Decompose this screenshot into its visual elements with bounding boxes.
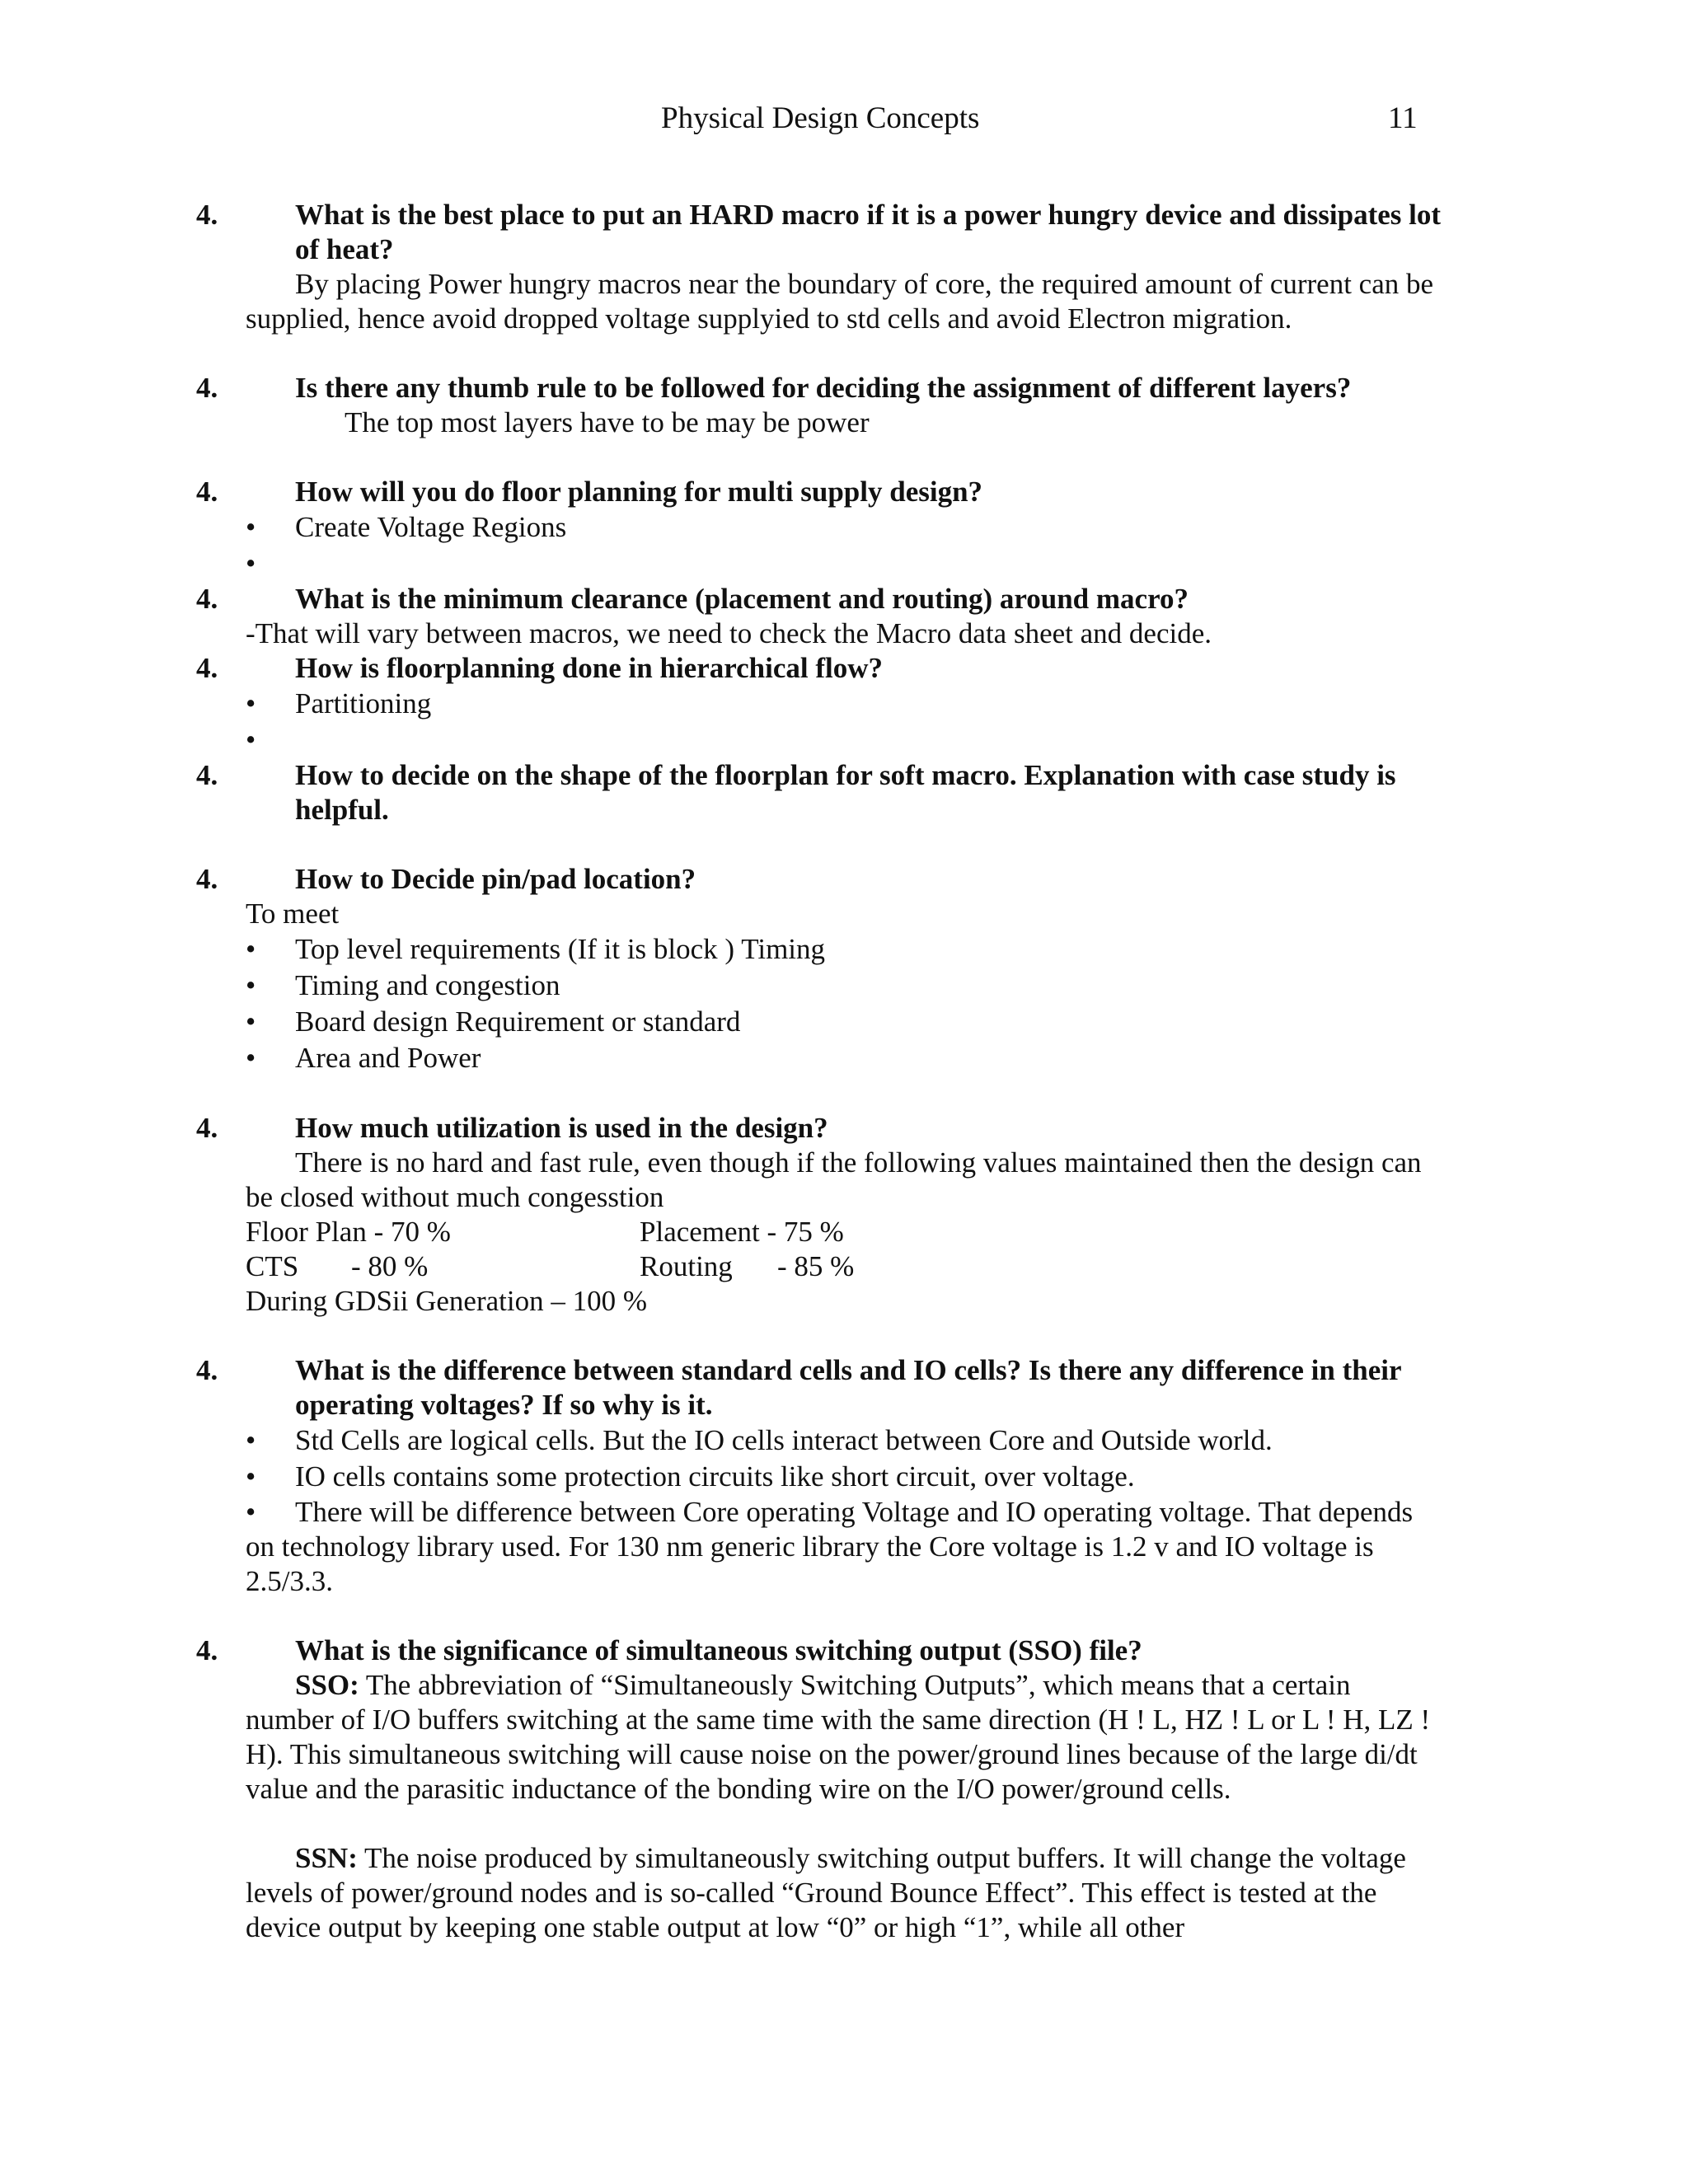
utilization-row: Floor Plan - 70 % Placement - 75 % (246, 1216, 844, 1248)
bullet-icon: • (246, 933, 256, 965)
answer-sso-definition: SSO: The abbreviation of “Simultaneously Switching Outputs”, which means that a certain number of I/O buffers switching at the same time with the same direction (H ! L, HZ ! L or L ! H, LZ ! H). This simultaneous switching will cause noise on the power/ground lines because of the large di/dt value and the parasitic inductance of the bonding wire on the I/O power/ground cells. (246, 1669, 1431, 1805)
list-item: • There will be difference between Core operating Voltage and IO operating voltage. That depends on technology library used. For 130 nm generic library the Core voltage is 1.2 v and IO voltage is 2.5/3.3. (246, 1496, 1414, 1597)
term-ssn: SSN: (295, 1842, 358, 1874)
bullet-icon: • (246, 1005, 256, 1038)
bullet-icon: • (246, 724, 256, 756)
question-std-vs-io-cells: 4. What is the difference between standard cells and IO cells? Is there any difference in their operating voltages? If so why is it. (196, 1354, 1401, 1421)
list-item: • Area and Power (246, 1040, 1441, 1076)
bullet-icon: • (246, 511, 256, 543)
list-item: • Board design Requirement or standard (246, 1004, 1441, 1040)
bullet-list-multi-supply (246, 509, 1441, 582)
bullet-icon: • (246, 1496, 256, 1528)
list-item: • Partitioning (246, 686, 1441, 722)
question-pin-pad-location: 4. How to Decide pin/pad location? (196, 863, 696, 895)
utilization-row: CTS - 80 % Routing - 85 % (246, 1250, 855, 1282)
bullet-icon: • (246, 1042, 256, 1074)
bullet-icon: • (246, 1424, 256, 1456)
question-layer-assignment: 4. Is there any thumb rule to be followed for deciding the assignment of different layers? (196, 372, 1352, 404)
bullet-list-hierarchical (246, 686, 1441, 758)
list-item: • Std Cells are logical cells. But the IO cells interact between Core and Outside world. (246, 1422, 1441, 1459)
bullet-icon: • (246, 687, 256, 719)
answer-ssn-definition: SSN: The noise produced by simultaneously switching output buffers. It will change the voltage levels of power/ground nodes and is so-called “Ground Bounce Effect”. This effect is tested at the device output by keeping one stable output at low “0” or high “1”, while all other (246, 1842, 1406, 1943)
bullet-icon: • (246, 547, 256, 579)
question-hard-macro-placement: 4. What is the best place to put an HARD macro if it is a power hungry device and dissipates lot of heat? (196, 199, 1442, 265)
bullet-list-io-cells (246, 1422, 1441, 1599)
term-sso: SSO: (295, 1669, 359, 1701)
list-item: • Create Voltage Regions (246, 509, 1441, 546)
list-item: • Timing and congestion (246, 968, 1441, 1004)
page-number: 11 (1388, 101, 1418, 135)
bullet-icon: • (246, 1460, 256, 1493)
answer-utilization: There is no hard and fast rule, even though if the following values maintained then the design can be closed without much congesstion (246, 1146, 1422, 1213)
list-item: • IO cells contains some protection circuits like short circuit, over voltage. (246, 1459, 1441, 1495)
answer-intro: To meet (246, 898, 340, 930)
answer-hard-macro-placement: By placing Power hungry macros near the boundary of core, the required amount of current can be supplied, hence avoid dropped voltage supplyied to std cells and avoid Electron migration. (246, 268, 1434, 335)
utilization-gdsii: During GDSii Generation – 100 % (246, 1285, 648, 1317)
question-macro-clearance: 4. What is the minimum clearance (placement and routing) around macro? (196, 583, 1189, 615)
answer-macro-clearance: -That will vary between macros, we need to check the Macro data sheet and decide. (246, 617, 1212, 649)
list-item: • Top level requirements (If it is block ) Timing (246, 931, 1441, 968)
bullet-icon: • (246, 969, 256, 1001)
question-sso-file: 4. What is the significance of simultaneous switching output (SSO) file? (196, 1634, 1142, 1666)
running-header-title: Physical Design Concepts (661, 101, 980, 135)
list-item (246, 546, 1441, 582)
page-body (196, 198, 1442, 1945)
bullet-list-pin-pad (246, 931, 1441, 1076)
list-item (246, 722, 1441, 758)
question-multi-supply-floorplan: 4. How will you do floor planning for multi supply design? (196, 476, 983, 508)
question-soft-macro-shape: 4. How to decide on the shape of the floorplan for soft macro. Explanation with case study is helpful. (196, 759, 1396, 826)
question-utilization: 4. How much utilization is used in the design? (196, 1112, 828, 1144)
answer-layer-assignment: The top most layers have to be may be power (345, 406, 870, 438)
question-hierarchical-floorplan: 4. How is floorplanning done in hierarchical flow? (196, 652, 884, 684)
